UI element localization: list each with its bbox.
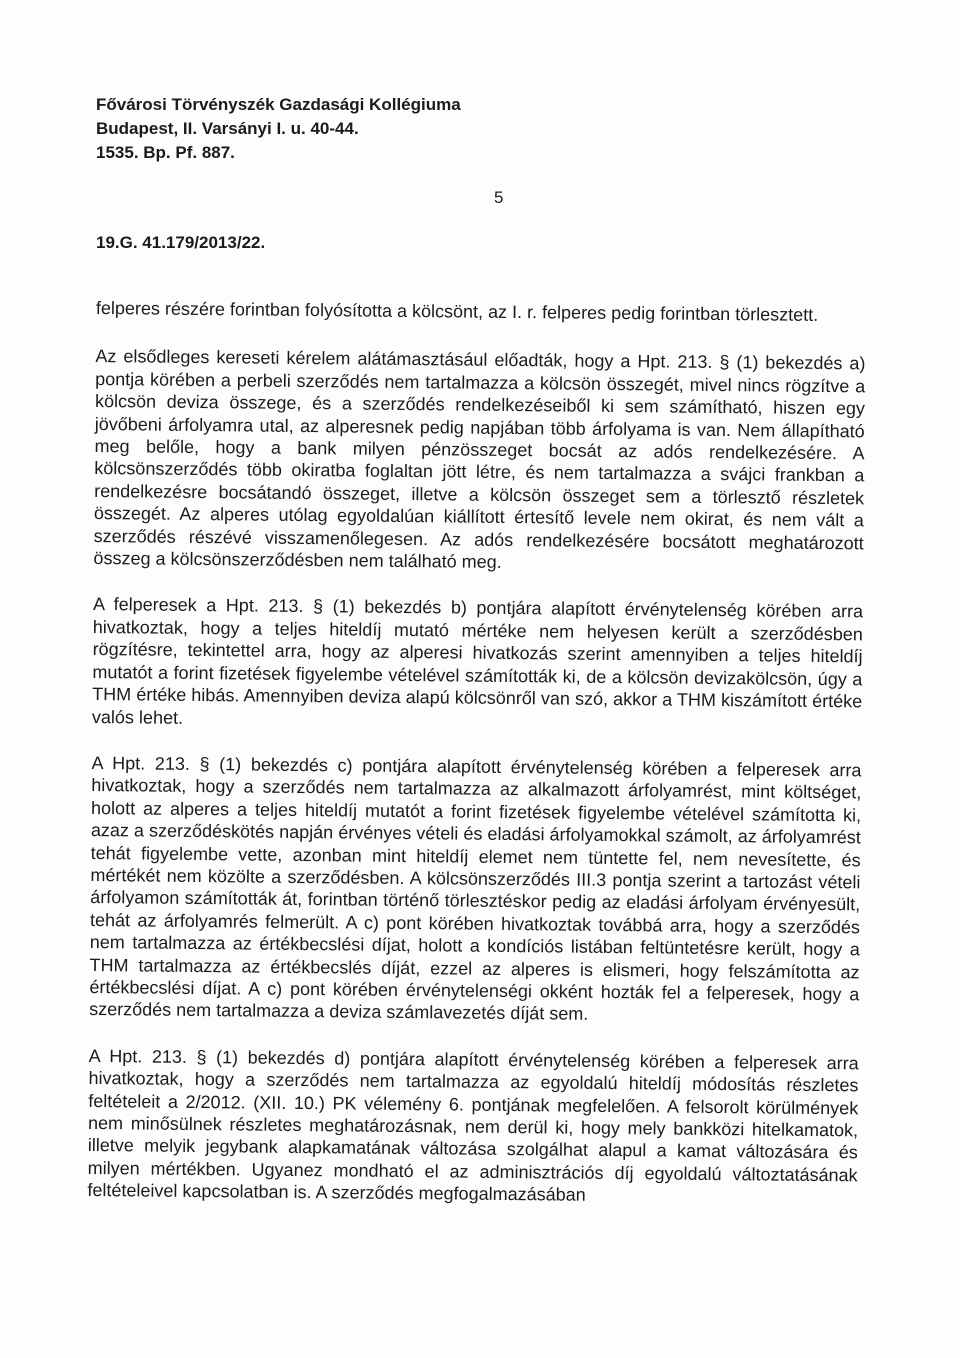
court-postal-address: 1535. Bp. Pf. 887.	[96, 143, 235, 162]
page-number: 5	[494, 188, 504, 207]
paragraph: A felperesek a Hpt. 213. § (1) bekezdés b) pontjára alapított érvénytelenség körében arra hivatkoztak, hogy a teljes hiteldíj mutató mértéke nem helyesen került a szerződésben rögzítésre, tekintettel arra, hogy az alperesi hivatkozás szerint amennyiben a teljes hiteldíj mutatót a forint fizetések figyelembe vételével számították ki, de a kölcsön devizakölcsön, úgy a THM értéke hibás. Amennyiben deviza alapú kölcsönről van szó, akkor a THM kiszámított értéke valós lehet.	[91, 594, 864, 728]
court-header	[96, 93, 461, 165]
case-number: 19.G. 41.179/2013/22.	[96, 233, 266, 252]
document-body	[87, 297, 866, 1233]
paragraph: A Hpt. 213. § (1) bekezdés c) pontjára alapított érvénytelenség körében a felperesek arra hivatkoztak, hogy a szerződés nem tartalmazza az alkalmazott árfolyamrést, mint költséget, holott az alperes a teljes hiteldíj mutatót a forint fizetések figyelembe vételével számította ki, azaz a szerződéskötés napján érvényes vételi és eladási árfolyamokkal számolt, az árfolyamrést tehát figyelembe vette, azonban mint hiteldíj elemet nem tüntette fel, nem nevesítette, és mértékét nem közölte a szerződésben. A kölcsönszerződés III.3 pontja szerint a tartozást vételi árfolyamon számították át, forintban történő törlesztéskor pedig az eladási árfolyam érvényesült, tehát az árfolyamrés felmerült. A c) pont körében hivatkoztak továbbá arra, hogy a szerződés nem tartalmazza az értékbecslési díjat, holott a kondíciós listában feltüntetésre került, hogy a THM tartalmazza az értékbecslés díját, ezzel az alperes is elismeri, hogy felszámította az értékbecslési díjat. A c) pont körében érvénytelenségi okként hozták fel a felperesek, hogy a szerződés nem tartalmazza a deviza számlavezetés díját sem.	[89, 752, 862, 1025]
paragraph: A Hpt. 213. § (1) bekezdés d) pontjára alapított érvénytelenség körében a felperesek arra hivatkoztak, hogy a szerződés nem tartalmazza az egyoldalú hiteldíj módosítás részletes feltételeit a 2/2012. (XII. 10.) PK vélemény 6. pontjának megfelelően. A felsorolt körülmények nem minősülnek részletes meghatározásnak, nem derül ki, hogy mely bankközi hitelkamatok, illetve melyik jegybank alapkamatának változása szolgálhat alapul a kamat változására és milyen mértékben. Ugyanez mondható el az adminisztrációs díj egyoldalú változtatásának feltételeivel kapcsolatban is. A szerződés megfogalmazásában	[87, 1045, 859, 1205]
court-name: Fővárosi Törvényszék Gazdasági Kollégiuma	[96, 95, 461, 114]
paragraph: felperes részére forintban folyósította a kölcsönt, az I. r. felperes pedig forintban törlesztett.	[95, 297, 819, 325]
paragraph: Az elsődleges kereseti kérelem alátámasztásául előadták, hogy a Hpt. 213. § (1) bekezdés a) pontja körében a perbeli szerződés nem tartalmazza a kölcsön összegét, mivel nincs rögzítve a kölcsön deviza összege, és a szerződés rendelkezéseiből ki sem számítható, hiszen egy jövőbeni árfolyamra utal, az alperesnek pedig napjában több árfolyama is van. Nem állapítható meg belőle, hogy a bank milyen pénzösszeget bocsát az adós rendelkezésére. A kölcsönszerződés több okiratba foglaltan jött létre, és nem tartalmazza a svájci frankban a rendelkezésre bocsátandó összeget, illetve a kölcsön összeget sem a törlesztő részletek összegét. Az alperes utólag egyoldalúan kiállított értesítő levele nem okirat, és nem vált a szerződés részévé visszamenőlegesen. Az adós rendelkezésére bocsátott meghatározott összeg a kölcsönszerződésben nem található meg.	[93, 346, 866, 572]
court-address: Budapest, II. Varsányi I. u. 40-44.	[96, 119, 359, 138]
